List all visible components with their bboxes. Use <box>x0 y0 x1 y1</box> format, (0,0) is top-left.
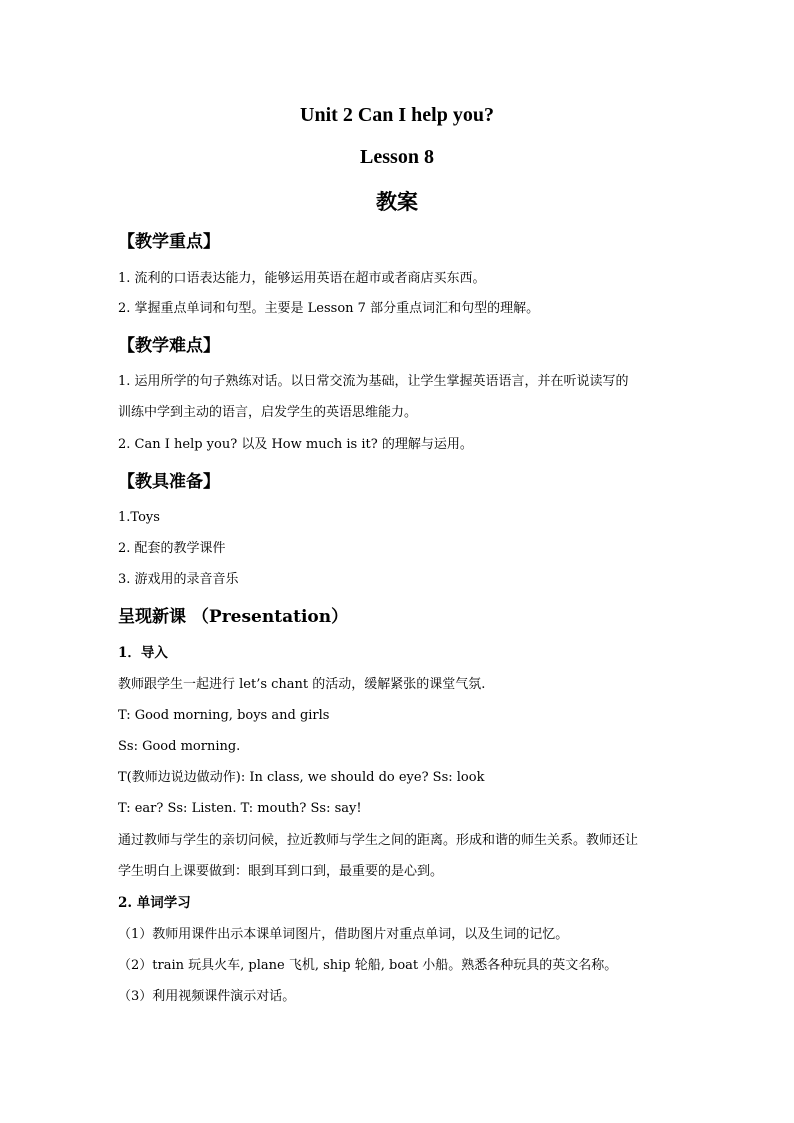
doc-title: 教案 <box>376 189 418 214</box>
part2-line: （1）教师用课件出示本课单词图片，借助图片对重点单词，以及生词的记忆。 <box>118 927 569 942</box>
difficulty-item: 1. 运用所学的句子熟练对话。以日常交流为基础，让学生掌握英语语言，并在听说读写的 <box>118 374 629 389</box>
materials-item: 1.Toys <box>118 510 160 525</box>
part2-line: （3）利用视频课件演示对话。 <box>118 989 296 1004</box>
part1-line: Ss: Good morning. <box>118 739 241 754</box>
part1-line: T: Good morning, boys and girls <box>118 708 330 723</box>
materials-item: 3. 游戏用的录音音乐 <box>118 572 239 587</box>
lesson-title: Lesson 8 <box>360 146 434 168</box>
unit-title: Unit 2 Can I help you? <box>300 104 494 126</box>
presentation-heading: 呈现新课 （Presentation） <box>118 607 349 627</box>
difficulty-item: 训练中学到主动的语言，启发学生的英语思维能力。 <box>118 405 418 420</box>
part2-title: 2. 单词学习 <box>118 895 191 911</box>
materials-item: 2. 配套的教学课件 <box>118 541 226 556</box>
focus-item: 1. 流利的口语表达能力，能够运用英语在超市或者商店买东西。 <box>118 271 486 286</box>
part1-title: 1．导入 <box>118 645 168 661</box>
difficulty-item: 2. Can I help you? 以及 How much is it? 的理解与运用。 <box>118 437 473 452</box>
part1-line: T: ear? Ss: Listen. T: mouth? Ss: say! <box>118 801 362 816</box>
part2-line: （2）train 玩具火车, plane 飞机, ship 轮船, boat 小船。熟悉各种玩具的英文名称。 <box>118 958 618 973</box>
part1-line: 学生明白上课要做到：眼到耳到口到，最重要的是心到。 <box>118 864 444 879</box>
part1-line: 通过教师与学生的亲切问候，拉近教师与学生之间的距离。形成和谐的师生关系。教师还让 <box>118 833 639 848</box>
part1-line: T(教师边说边做动作): In class, we should do eye? Ss: look <box>118 770 485 785</box>
focus-item: 2. 掌握重点单词和句型。主要是 Lesson 7 部分重点词汇和句型的理解。 <box>118 301 540 316</box>
part1-line: 教师跟学生一起进行 let’s chant 的活动，缓解紧张的课堂气氛. <box>118 677 486 692</box>
materials-heading: 【教具准备】 <box>118 472 220 492</box>
difficulty-heading: 【教学难点】 <box>118 336 220 356</box>
focus-heading: 【教学重点】 <box>118 232 220 252</box>
